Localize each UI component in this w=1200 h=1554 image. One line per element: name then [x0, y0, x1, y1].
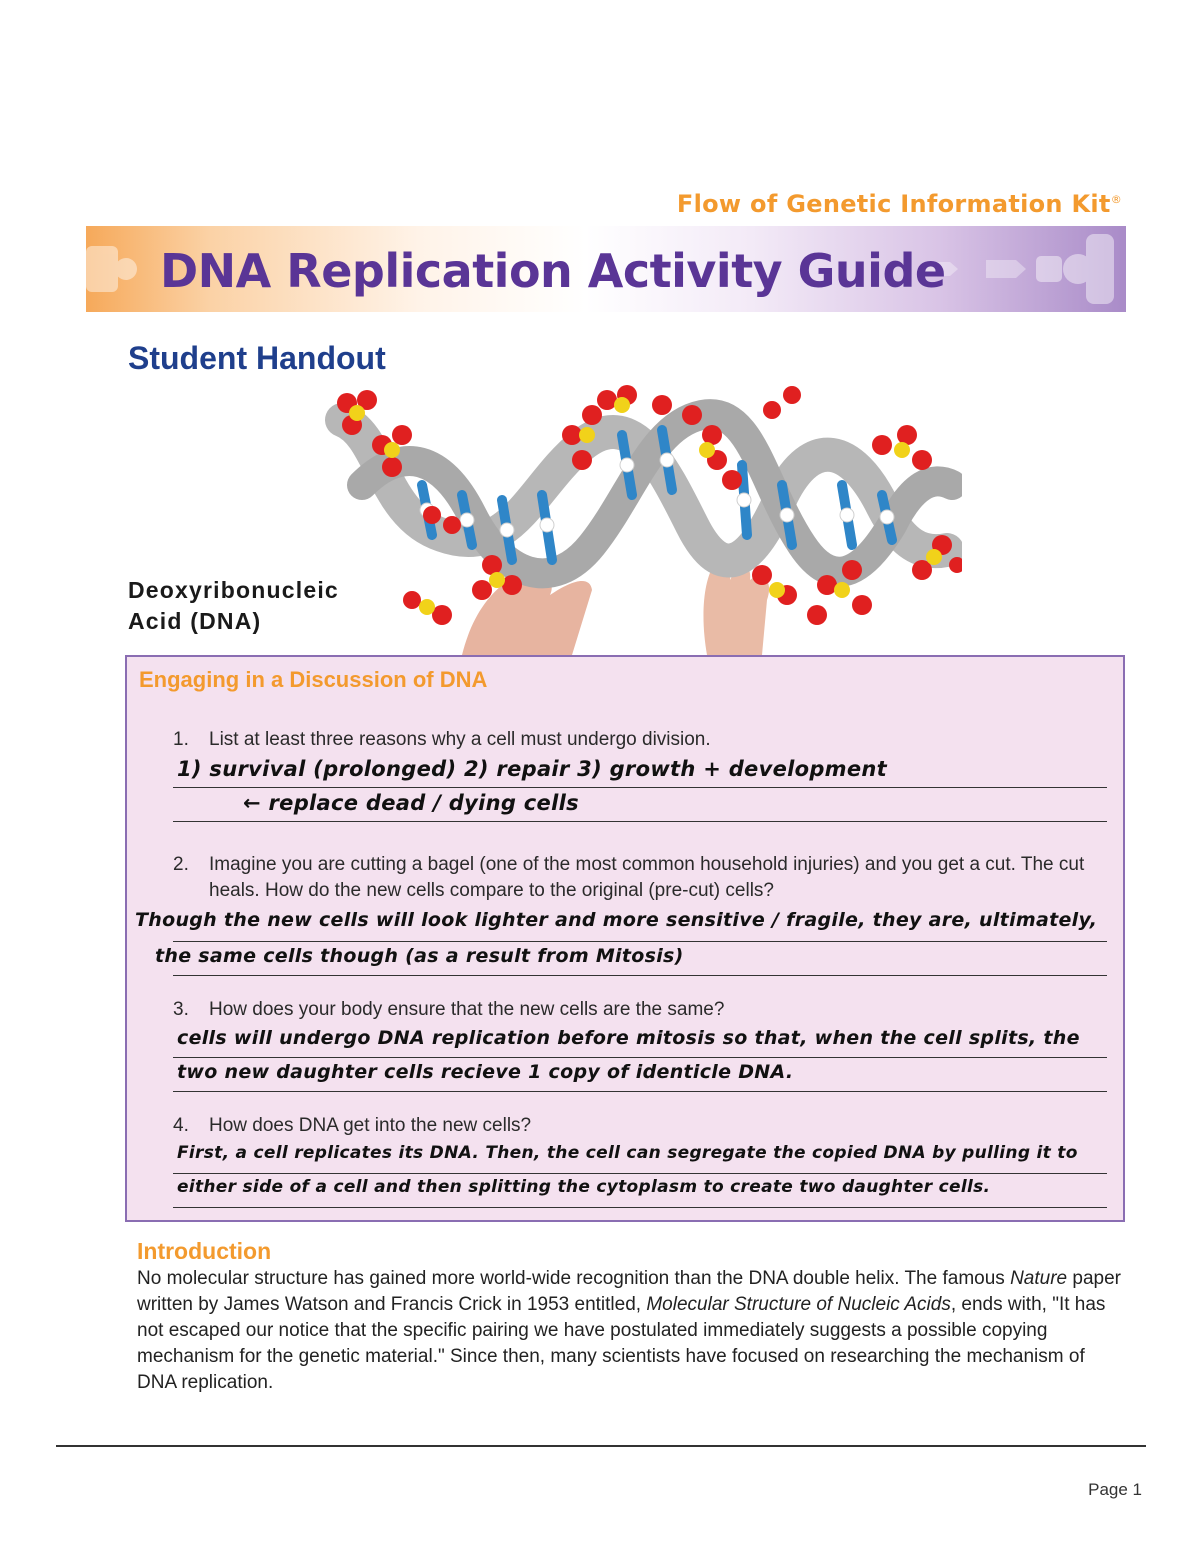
question-number: 4.: [173, 1115, 189, 1136]
page-number: Page 1: [1088, 1480, 1142, 1499]
question-number: 3.: [173, 999, 189, 1020]
question-text: List at least three reasons why a cell must undergo division.: [209, 729, 711, 750]
question-1: [173, 727, 1093, 753]
handwritten-answer: First, a cell replicates its DNA. Then, the cell can segregate the copied DNA by pulling it to: [177, 1143, 1078, 1163]
dna-label-line2: Acid (DNA): [128, 608, 262, 634]
handwritten-answer: cells will undergo DNA replication before mitosis so that, when the cell splits, the: [177, 1027, 1080, 1049]
answer-line-4a[interactable]: [173, 1139, 1107, 1174]
handwritten-answer: ← replace dead / dying cells: [243, 791, 579, 815]
answer-line-1a[interactable]: [173, 753, 1107, 788]
title-banner: [86, 226, 1126, 312]
question-text: How does DNA get into the new cells?: [209, 1115, 532, 1136]
handwritten-answer: 1) survival (prolonged) 2) repair 3) growth + development: [177, 757, 887, 781]
discussion-box: [125, 655, 1125, 1222]
introduction-paragraph: [137, 1266, 1122, 1396]
intro-text: No molecular structure has gained more world-wide recognition than the DNA double helix. The famous: [137, 1268, 1011, 1289]
question-3: [173, 997, 1093, 1023]
guide-title: DNA Replication Activity Guide: [160, 244, 946, 298]
handwritten-answer: either side of a cell and then splitting the cytoplasm to create two daughter cells.: [177, 1177, 991, 1197]
intro-text: paper written by James Watson and Francis Crick in 1953 entitled,: [137, 1268, 1121, 1315]
answer-line-2b[interactable]: [155, 941, 1107, 976]
answer-line-1b[interactable]: [173, 787, 1107, 822]
answer-line-2a[interactable]: [135, 907, 1107, 942]
intro-text: , ends with, "It has not escaped our notice that the specific pairing we have postulated immediately suggests a possible copying mechanism for the genetic material." Since then, many scientists have focused on researching the mechanism of DNA replication.: [137, 1294, 1106, 1393]
handwritten-answer: Though the new cells will look lighter and more sensitive / fragile, they are, ultimately,: [135, 909, 1098, 931]
answer-line-3b[interactable]: [173, 1057, 1107, 1092]
discussion-heading: Engaging in a Discussion of DNA: [139, 667, 488, 692]
dna-model-photo: [322, 375, 962, 655]
dna-label-line1: Deoxyribonucleic: [128, 577, 339, 603]
journal-name: Nature: [1010, 1268, 1068, 1289]
handout-title: Student Handout: [128, 340, 386, 376]
question-text: Imagine you are cutting a bagel (one of the most common household injuries) and you get a cut. The cut heals. How do the new cells compare to the original (pre-cut) cells?: [209, 854, 1085, 901]
question-4: [173, 1113, 1093, 1139]
handwritten-answer: the same cells though (as a result from Mitosis): [155, 945, 684, 967]
answer-line-3a[interactable]: [173, 1023, 1107, 1058]
handwritten-answer: two new daughter cells recieve 1 copy of identicle DNA.: [177, 1061, 794, 1083]
dna-figure-label: [128, 575, 339, 637]
kit-title: Flow of Genetic Information Kit®: [676, 190, 1122, 218]
question-number: 1.: [173, 729, 189, 750]
question-number: 2.: [173, 854, 189, 875]
answer-line-4b[interactable]: [173, 1173, 1107, 1208]
paper-title: Molecular Structure of Nucleic Acids: [646, 1294, 951, 1315]
footer-divider: [56, 1445, 1146, 1447]
question-text: How does your body ensure that the new cells are the same?: [209, 999, 725, 1020]
introduction-heading: Introduction: [137, 1238, 272, 1264]
question-2: [173, 852, 1093, 904]
